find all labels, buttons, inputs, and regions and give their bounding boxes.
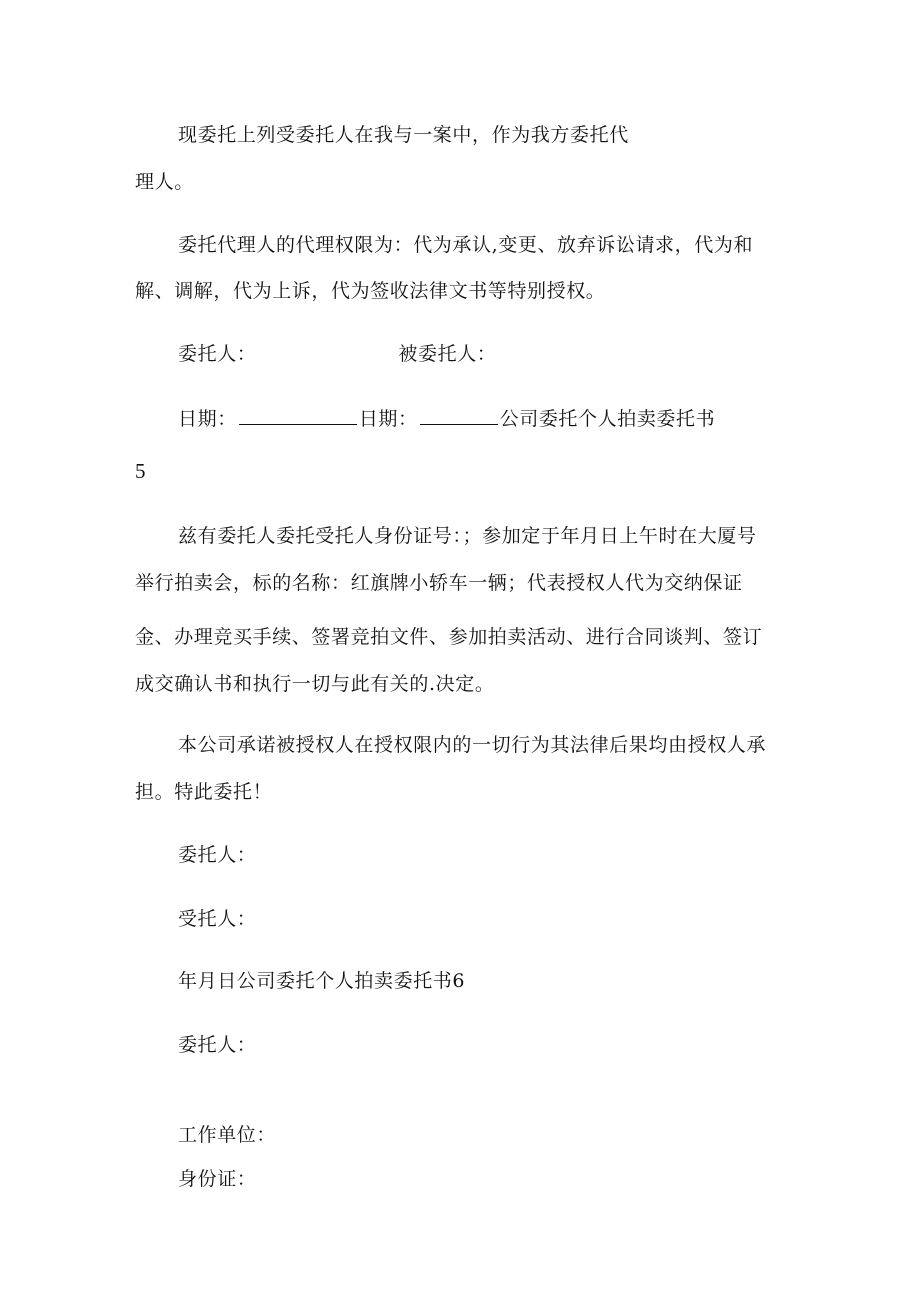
paragraph-commitment-line-2: 担。特此委托！ xyxy=(135,781,273,803)
paragraph-commitment-line-1: 本公司承诺被授权人在授权限内的一切行为其法律后果均由授权人承 xyxy=(178,734,767,756)
principal-signature-label: 委托人： xyxy=(178,844,257,866)
paragraph-authority-line-2: 解、调解，代为上诉，代为签收法律文书等特别授权。 xyxy=(135,280,606,302)
paragraph-appointment-line-1: 现委托上列受委托人在我与一案中，作为我方委托代 xyxy=(178,124,629,146)
date-row xyxy=(178,405,715,431)
date-label-1: 日期： xyxy=(178,408,237,430)
date-label-2: 日期： xyxy=(358,408,418,430)
principal-label-6: 委托人： xyxy=(178,1034,257,1056)
paragraph-auction-line-3: 金、办理竞买手续、签署竞拍文件、参加拍卖活动、进行合同谈判、签订 xyxy=(135,626,763,648)
date-and-section-title-6: 年月日公司委托个人拍卖委托书6 xyxy=(178,970,466,992)
date-blank-1 xyxy=(239,405,357,425)
paragraph-auction-line-2: 举行拍卖会，标的名称：红旗牌小轿车一辆；代表授权人代为交纳保证 xyxy=(135,572,743,594)
paragraph-auction-line-4: 成交确认书和执行一切与此有关的.决定。 xyxy=(135,673,495,695)
signature-row xyxy=(178,342,496,366)
id-card-label: 身份证： xyxy=(178,1168,257,1190)
paragraph-authority-line-1: 委托代理人的代理权限为：代为承认,变更、放弃诉讼请求，代为和 xyxy=(178,234,754,256)
trustee-signature-label: 受托人： xyxy=(178,908,257,930)
agent-label: 被委托人： xyxy=(398,343,497,365)
work-unit-label: 工作单位： xyxy=(178,1124,277,1146)
paragraph-appointment-line-2: 理人。 xyxy=(135,171,194,193)
section-number-5: 5 xyxy=(135,459,147,483)
principal-label: 委托人： xyxy=(178,343,257,365)
section-title-5: 公司委托个人拍卖委托书 xyxy=(499,408,716,430)
paragraph-auction-line-1: 兹有委托人委托受托人身份证号：；参加定于年月日上午时在大厦号 xyxy=(178,525,757,547)
date-blank-2 xyxy=(420,405,498,425)
